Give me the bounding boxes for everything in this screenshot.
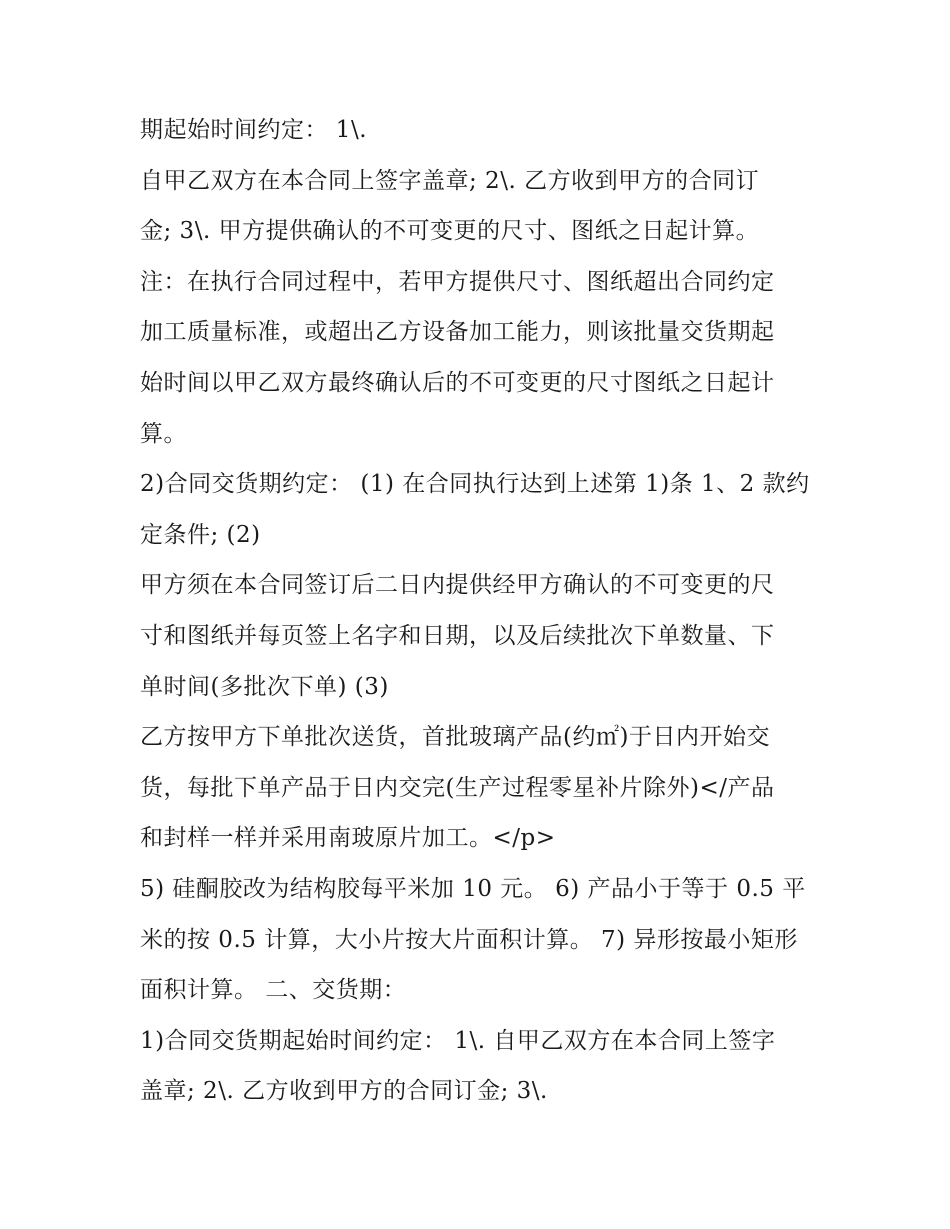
text-line-8: 2)合同交货期约定： (1) 在合同执行达到上述第 1)条 1、2 款约 <box>140 471 810 498</box>
text-line-5: 加工质量标准，或超出乙方设备加工能力，则该批量交货期起 <box>140 319 775 346</box>
text-line-14: 货，每批下单产品于日内交完(生产过程零星补片除外)</产品 <box>140 774 775 801</box>
document-body <box>140 110 820 1122</box>
text-line-20: 盖章; 2\. 乙方收到甲方的合同订金; 3\. <box>140 1078 548 1105</box>
text-line-16: 5) 硅酮胶改为结构胶每平米加 10 元。 6) 产品小于等于 0.5 平 <box>140 875 806 902</box>
text-line-2: 自甲乙双方在本合同上签字盖章; 2\. 乙方收到甲方的合同订 <box>140 167 760 194</box>
text-line-9: 定条件; (2) <box>140 521 261 548</box>
text-line-19: 1)合同交货期起始时间约定： 1\. 自甲乙双方在本合同上签字 <box>140 1027 776 1054</box>
text-line-7: 算。 <box>140 420 187 447</box>
text-line-17: 米的按 0.5 计算，大小片按大片面积计算。 7) 异形按最小矩形 <box>140 926 798 953</box>
text-line-15: 和封样一样并采用南玻原片加工。</p> <box>140 825 556 852</box>
text-line-3: 金; 3\. 甲方提供确认的不可变更的尺寸、图纸之日起计算。 <box>140 218 760 245</box>
text-line-1: 期起始时间约定： 1\. <box>140 117 368 143</box>
text-line-4: 注：在执行合同过程中，若甲方提供尺寸、图纸超出合同约定 <box>140 268 775 295</box>
text-line-11: 寸和图纸并每页签上名字和日期，以及后续批次下单数量、下 <box>140 622 775 649</box>
text-line-18: 面积计算。 二、交货期： <box>140 977 407 1004</box>
text-line-10: 甲方须在本合同签订后二日内提供经甲方确认的不可变更的尺 <box>140 572 775 599</box>
text-line-6: 始时间以甲乙双方最终确认后的不可变更的尺寸图纸之日起计 <box>140 369 775 396</box>
text-line-12: 单时间(多批次下单) (3) <box>140 673 389 700</box>
text-line-13: 乙方按甲方下单批次送货，首批玻璃产品(约㎡)于日内开始交 <box>140 724 770 751</box>
